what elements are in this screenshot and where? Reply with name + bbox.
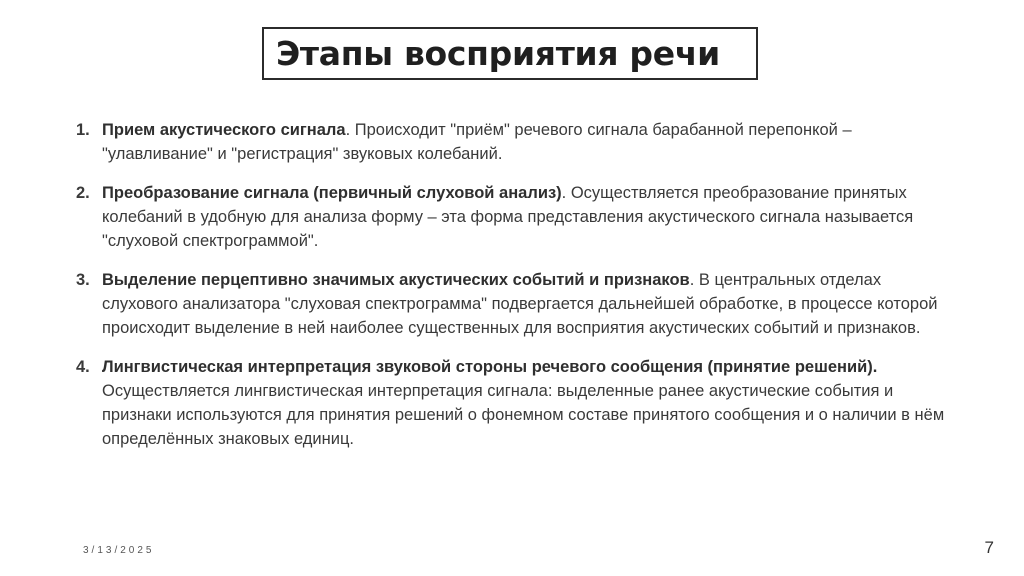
stages-list [76, 118, 956, 466]
item-text: . Осуществляется преобразование принятых колебаний в удобную для анализа форму – эта форма представления акустического сигнала называется "слуховой спектрограммой". [102, 184, 914, 250]
item-heading: Выделение перцептивно значимых акустических событий и признаков [102, 271, 690, 289]
list-item [76, 181, 956, 253]
item-body [102, 268, 956, 340]
item-number: 4. [76, 358, 90, 376]
item-heading: Прием акустического сигнала [102, 121, 346, 139]
item-number: 1. [76, 121, 90, 139]
item-body [102, 181, 956, 253]
list-item [76, 118, 956, 166]
item-text: . В центральных отделах слухового анализатора "слуховая спектрограмма" подвергается дальнейшей обработке, в процессе которой происходит выделение в ней наиболее существенных для восприятия акустических событий и признаков. [102, 271, 938, 337]
item-heading: Лингвистическая интерпретация звуковой стороны речевого сообщения (принятие решений). [102, 358, 878, 376]
item-number: 2. [76, 184, 90, 202]
item-body [102, 355, 956, 451]
item-body [102, 118, 956, 166]
item-text: . Происходит "приём" речевого сигнала барабанной перепонкой – "улавливание" и "регистрация" звуковых колебаний. [102, 121, 852, 163]
page-number: 7 [984, 538, 994, 557]
list-item [76, 355, 956, 451]
item-heading: Преобразование сигнала (первичный слуховой анализ) [102, 184, 562, 202]
item-number: 3. [76, 271, 90, 289]
title-box [262, 27, 758, 80]
list-item [76, 268, 956, 340]
item-text: Осуществляется лингвистическая интерпретация сигнала: выделенные ранее акустические события и признаки используются для принятия решений о фонемном составе принятого сообщения и о наличии в нём определённых знаковых единиц. [102, 382, 945, 448]
slide-title: Этапы восприятия речи [276, 34, 721, 73]
footer-date: 3/13/2025 [83, 545, 155, 556]
